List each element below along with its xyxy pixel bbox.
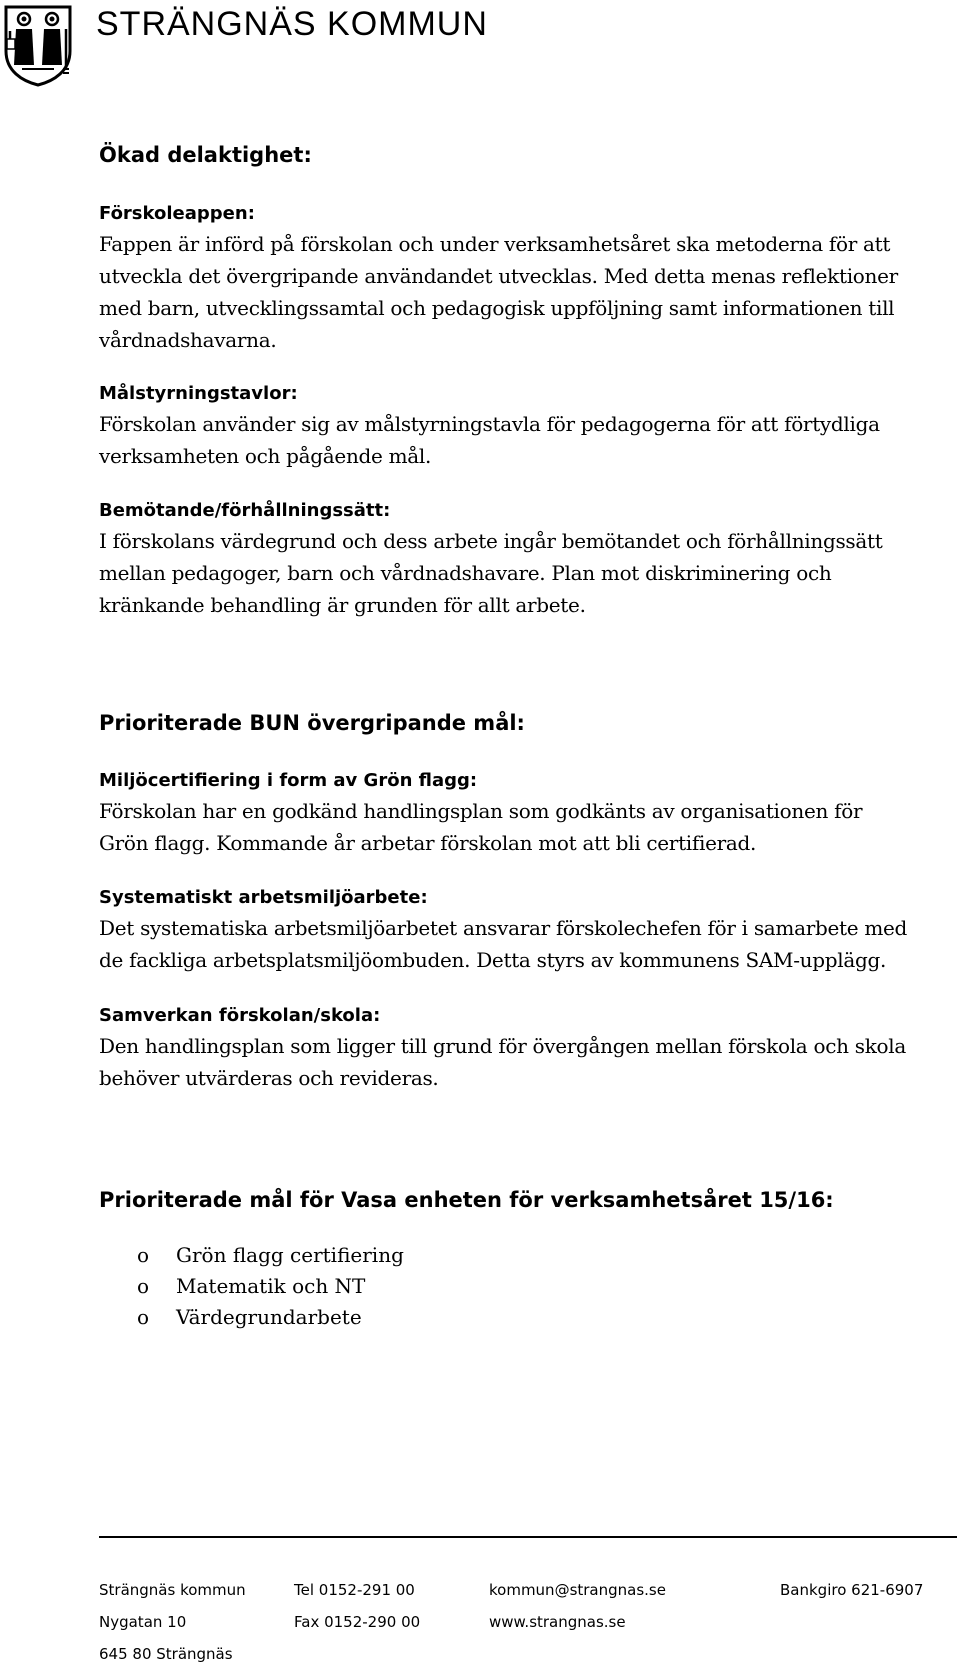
paragraph-samverkan-skola [99,1030,949,1094]
bullet-marker: o [137,1243,150,1267]
footer-row [99,1580,959,1600]
organization-name: STRÄNGNÄS KOMMUN [96,5,488,43]
subheading-arbetsmiljoarbete: Systematiskt arbetsmiljöarbete: [99,887,428,908]
list-item-text: Grön flagg certifiering [176,1243,404,1267]
footer-bankgiro: Bankgiro 621-6907 [780,1581,924,1599]
text-line: I förskolans värdegrund och dess arbete ingår bemötandet och förhållningssätt [99,529,883,553]
footer-row [99,1612,959,1632]
block-forskoleappen [99,200,949,356]
footer-postal-address: 645 80 Strängnäs [99,1645,233,1663]
subheading-miljocertifiering: Miljöcertifiering i form av Grön flagg: [99,770,478,791]
paragraph-forskoleappen [99,228,949,356]
list-item [137,1302,404,1333]
text-line: vårdnadshavarna. [99,328,277,352]
list-item-text: Värdegrundarbete [176,1305,362,1329]
block-samverkan-skola [99,1002,949,1094]
block-miljocertifiering [99,767,949,859]
list-item [137,1271,404,1302]
bullet-marker: o [137,1305,150,1329]
paragraph-bemotande [99,525,949,621]
text-line: Grön flagg. Kommande år arbetar förskolan mot att bli certifierad. [99,831,757,855]
text-line: kränkande behandling är grunden för allt arbete. [99,593,586,617]
municipal-coat-of-arms-icon [2,3,74,87]
text-line: Den handlingsplan som ligger till grund för övergången mellan förskola och skola [99,1034,907,1058]
paragraph-miljocertifiering [99,795,949,859]
text-line: Förskolan använder sig av målstyrningstavla för pedagogerna för att förtydliga [99,412,880,436]
footer-org-name: Strängnäs kommun [99,1581,246,1599]
footer-row [99,1644,959,1664]
footer-fax: Fax 0152-290 00 [294,1613,421,1631]
subheading-malstyrningstavlor: Målstyrningstavlor: [99,383,298,404]
text-line: utveckla det övergripande användandet utvecklas. Med detta menas reflektioner [99,264,898,288]
paragraph-malstyrningstavlor [99,408,949,472]
block-malstyrningstavlor [99,380,949,472]
bullet-marker: o [137,1274,150,1298]
subheading-forskoleappen: Förskoleappen: [99,203,255,224]
list-item-text: Matematik och NT [176,1274,366,1298]
text-line: Fappen är införd på förskolan och under verksamhetsåret ska metoderna för att [99,232,891,256]
section-title-bun-mal: Prioriterade BUN övergripande mål: [99,711,525,735]
text-line: verksamheten och pågående mål. [99,444,432,468]
text-line: de fackliga arbetsplatsmiljöombuden. Detta styrs av kommunens SAM-upplägg. [99,948,887,972]
footer-website: www.strangnas.se [489,1613,626,1631]
text-line: Förskolan har en godkänd handlingsplan som godkänts av organisationen för [99,799,863,823]
footer-street: Nygatan 10 [99,1613,187,1631]
text-line: med barn, utvecklingssamtal och pedagogisk uppföljning samt informationen till [99,296,895,320]
block-arbetsmiljoarbete [99,884,949,976]
goal-list [137,1240,404,1333]
subheading-samverkan-skola: Samverkan förskolan/skola: [99,1005,381,1026]
section-title-vasa-mal: Prioriterade mål för Vasa enheten för verksamhetsåret 15/16: [99,1188,834,1212]
list-item [137,1240,404,1271]
footer-divider [99,1536,957,1538]
footer-email: kommun@strangnas.se [489,1581,666,1599]
block-bemotande [99,497,949,621]
section-title-okad-delaktighet: Ökad delaktighet: [99,143,312,167]
letterhead [0,0,960,90]
text-line: mellan pedagoger, barn och vårdnadshavare. Plan mot diskriminering och [99,561,832,585]
text-line: behöver utvärderas och revideras. [99,1066,439,1090]
footer-phone: Tel 0152-291 00 [294,1581,415,1599]
text-line: Det systematiska arbetsmiljöarbetet ansvarar förskolechefen för i samarbete med [99,916,908,940]
paragraph-arbetsmiljoarbete [99,912,949,976]
subheading-bemotande: Bemötande/förhållningssätt: [99,500,391,521]
